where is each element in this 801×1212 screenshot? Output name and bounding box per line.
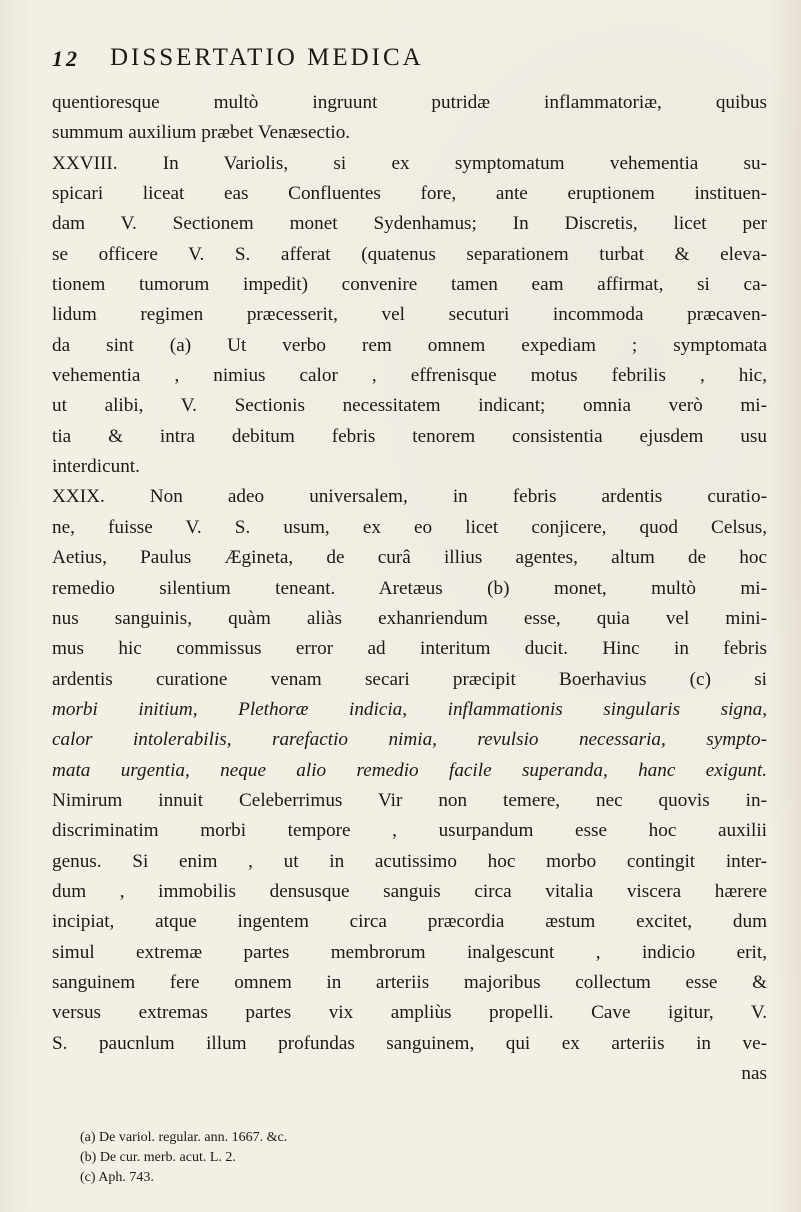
text-line: Aetius, Paulus Ægineta, de curâ illius agentes, altum de hoc	[52, 547, 767, 569]
text-line: genus. Si enim , ut in acutissimo hoc morbo contingit inter-	[52, 850, 767, 872]
text-line: tionem tumorum impedit) convenire tamen eam affirmat, si ca-	[52, 274, 767, 296]
text-line: ut alibi, V. Sectionis necessitatem indicant; omnia verò mi-	[52, 395, 767, 417]
text-line: sanguinem fere omnem in arteriis majoribus collectum esse &	[52, 971, 767, 993]
text-line: interdicunt.	[52, 456, 140, 478]
text-line: ne, fuisse V. S. usum, ex eo licet conjicere, quod Celsus,	[52, 516, 767, 538]
text-line: Nimirum innuit Celeberrimus Vir non temere, nec quovis in-	[52, 789, 767, 811]
running-title: DISSERTATIO MEDICA	[110, 44, 424, 71]
text-line: discriminatim morbi tempore , usurpandum esse hoc auxilii	[52, 820, 767, 842]
text-line: lidum regimen præcesserit, vel secuturi incommoda præcaven-	[52, 304, 767, 326]
page-number: 12	[52, 46, 80, 71]
catchword: nas	[741, 1063, 767, 1084]
footnote: (a) De variol. regular. ann. 1667. &c.	[80, 1130, 288, 1145]
text-line: incipiat, atque ingentem circa præcordia æstum excitet, dum	[52, 911, 767, 933]
text-line: dum , immobilis densusque sanguis circa vitalia viscera hærere	[52, 880, 767, 902]
text-line: calor intolerabilis, rarefactio nimia, revulsio necessaria, sympto-	[52, 729, 767, 751]
text-line: XXVIII. In Variolis, si ex symptomatum vehementia su-	[52, 152, 767, 174]
text-line: tia & intra debitum febris tenorem consistentia ejusdem usu	[52, 425, 767, 447]
text-line: se officere V. S. afferat (quatenus separationem turbat & eleva-	[52, 243, 767, 265]
body-text	[52, 88, 767, 1089]
text-line: simul extremæ partes membrorum inalgescunt , indicio erit,	[52, 941, 767, 963]
text-line: morbi initium, Plethoræ indicia, inflammationis singularis signa,	[52, 698, 767, 720]
text-line: versus extremas partes vix ampliùs propelli. Cave igitur, V.	[52, 1002, 767, 1024]
text-line: S. paucnlum illum profundas sanguinem, qui ex arteriis in ve-	[52, 1032, 767, 1054]
text-line: mus hic commissus error ad interitum ducit. Hinc in febris	[52, 638, 767, 660]
text-line: dam V. Sectionem monet Sydenhamus; In Discretis, licet per	[52, 213, 767, 235]
footnotes	[80, 1128, 680, 1188]
text-line: ardentis curatione venam secari præcipit Boerhavius (c) si	[52, 668, 767, 690]
footnote: (b) De cur. merb. acut. L. 2.	[80, 1150, 236, 1165]
text-line: vehementia , nimius calor , effrenisque motus febrilis , hic,	[52, 365, 767, 387]
text-line: summum auxilium præbet Venæsectio.	[52, 122, 351, 144]
text-line: spicari liceat eas Confluentes fore, ante eruptionem instituen-	[52, 183, 767, 205]
text-line: nus sanguinis, quàm aliàs exhanriendum esse, quia vel mini-	[52, 607, 767, 629]
footnote: (c) Aph. 743.	[80, 1170, 154, 1185]
text-line: da sint (a) Ut verbo rem omnem expediam ; symptomata	[52, 334, 767, 356]
text-line: quentioresque multò ingruunt putridæ inflammatoriæ, quibus	[52, 92, 767, 113]
text-line: mata urgentia, neque alio remedio facile superanda, hanc exigunt.	[52, 759, 767, 781]
text-line: remedio silentium teneant. Aretæus (b) monet, multò mi-	[52, 577, 767, 599]
page-header	[52, 40, 752, 80]
text-line: XXIX. Non adeo universalem, in febris ardentis curatio-	[52, 486, 767, 508]
